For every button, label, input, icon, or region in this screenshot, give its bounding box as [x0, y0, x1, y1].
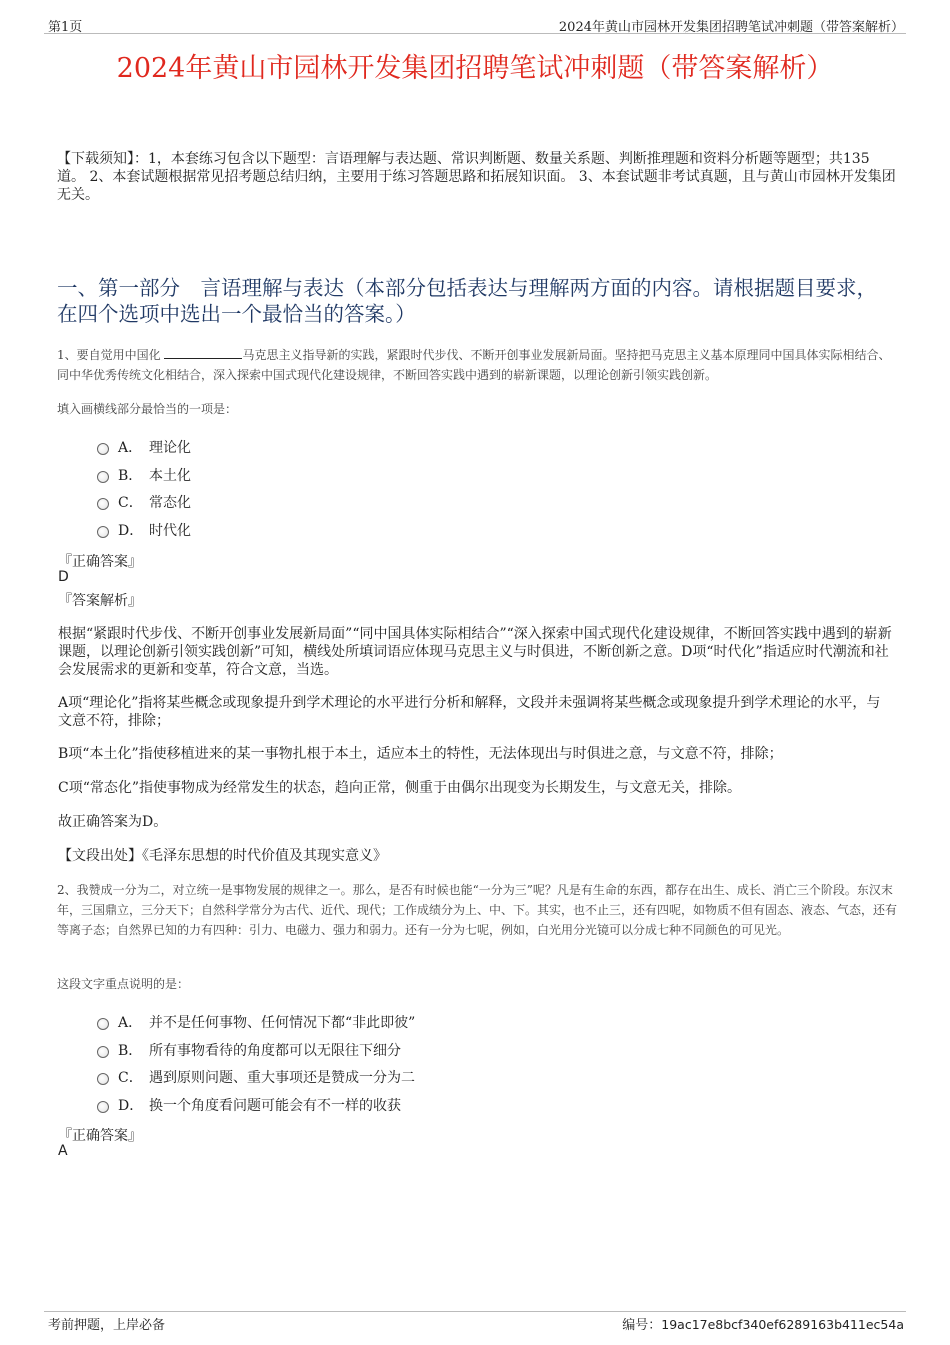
- question-2-option-d[interactable]: D． 换一个角度看问题可能会有不一样的收获: [97, 1095, 401, 1115]
- analysis-paragraph: A项“理论化”指将某些概念或现象提升到学术理论的水平进行分析和解释，文段并未强调将某些概念或现象提升到学术理论的水平，与文意不符，排除；: [58, 695, 881, 729]
- footer-code-value: 19ac17e8bcf340ef6289163b411ec54a: [661, 1317, 904, 1332]
- question-1-option-b[interactable]: B． 本土化: [97, 465, 191, 485]
- question-1-option-c[interactable]: C． 常态化: [97, 492, 191, 512]
- radio-icon[interactable]: [97, 498, 109, 510]
- radio-icon[interactable]: [97, 471, 109, 483]
- question-2-stem: 2、我赞成一分为二，对立统一是事物发展的规律之一。那么，是否有时候也能“一分为三”呢？凡是有生命的东西，都存在出生、成长、消亡三个阶段。东汉末年，三国鼎立，三分天下；自然科学常分为古代、近代、现代；工作成绩分为上、中、下。其实，也不止三，还有四呢，如物质不但有固态、液态、气态，还有等离子态；自然界已知的力有四种：引力、电磁力、强力和弱力。还有一分为七呢，例如，白光用分光镜可以分成七种不同颜色的可见光。: [57, 883, 898, 937]
- analysis-label: 『答案解析』: [58, 593, 142, 609]
- radio-icon[interactable]: [97, 1101, 109, 1113]
- answer-label: 『正确答案』: [58, 554, 142, 570]
- header-doc-title: 2024年黄山市园林开发集团招聘笔试冲刺题（带答案解析）: [558, 20, 904, 35]
- footer-code: [622, 1314, 904, 1333]
- question-1-option-a[interactable]: A． 理论化: [97, 437, 191, 457]
- section-heading: 一、第一部分 言语理解与表达（本部分包括表达与理解两方面的内容。请根据题目要求，在四个选项中选出一个最恰当的答案。）: [57, 276, 877, 326]
- question-1-option-d[interactable]: D． 时代化: [97, 520, 191, 540]
- page-title: 2024年黄山市园林开发集团招聘笔试冲刺题（带答案解析）: [116, 53, 834, 84]
- answer-value: D: [58, 569, 69, 585]
- fill-blank: [164, 346, 242, 359]
- radio-icon[interactable]: [97, 526, 109, 538]
- question-2-option-c[interactable]: C． 遇到原则问题、重大事项还是赞成一分为二: [97, 1067, 415, 1087]
- question-1-stem-after: 马克思主义指导新的实践，紧跟时代步伐、不断开创事业发展新局面。坚持把马克思主义基本原理同中国具体实际相结合、同中华优秀传统文化相结合，深入探索中国式现代化建设规律，不断回答实践中遇到的崭新课题，以理论创新引领实践创新。: [57, 348, 891, 382]
- analysis-paragraph: C项“常态化”指使事物成为经常发生的状态，趋向正常，侧重于由偶尔出现变为长期发生，与文意无关，排除。: [58, 780, 742, 796]
- download-notice: 【下载须知】：1，本套练习包含以下题型：言语理解与表达题、常识判断题、数量关系题、判断推理题和资料分析题等题型；共135道。 2、本套试题根据常见招考题总结归纳，主要用于练习答题思路和拓展知识面。 3、本套试题非考试真题，且与黄山市园林开发集团无关。: [57, 151, 896, 203]
- question-1-stem-before: 1、要自觉用中国化: [57, 348, 165, 362]
- header-divider: [44, 33, 906, 34]
- question-2-option-a[interactable]: A． 并不是任何事物、任何情况下都“非此即彼”: [97, 1012, 415, 1032]
- footer-divider: [44, 1311, 906, 1312]
- radio-icon[interactable]: [97, 1018, 109, 1030]
- analysis-paragraph: B项“本土化”指使移植进来的某一事物扎根于本土，适应本土的特性，无法体现出与时俱进之意，与文意不符，排除；: [58, 746, 783, 762]
- answer-value: A: [58, 1143, 68, 1159]
- question-1-stem: [57, 345, 899, 385]
- analysis-paragraph: 根据“紧跟时代步伐、不断开创事业发展新局面”“同中国具体实际相结合”“深入探索中国式现代化建设规律，不断回答实践中遇到的崭新课题，以理论创新引领实践创新”可知，横线处所填词语应体现马克思主义与时俱进，不断创新之意。D项“时代化”指适应时代潮流和社会发展需求的更新和变革，符合文意，当选。: [58, 626, 892, 678]
- source-citation: 【文段出处】《毛泽东思想的时代价值及其现实意义》: [58, 848, 387, 864]
- radio-icon[interactable]: [97, 1046, 109, 1058]
- question-1-prompt: 填入画横线部分最恰当的一项是：: [57, 402, 238, 416]
- question-2-prompt: 这段文字重点说明的是：: [57, 977, 190, 991]
- radio-icon[interactable]: [97, 1073, 109, 1085]
- footer-slogan: 考前押题，上岸必备: [48, 1318, 166, 1333]
- answer-label: 『正确答案』: [58, 1128, 142, 1144]
- page-number: 第1页: [48, 20, 83, 35]
- radio-icon[interactable]: [97, 443, 109, 455]
- question-2-option-b[interactable]: B． 所有事物看待的角度都可以无限往下细分: [97, 1040, 401, 1060]
- footer-code-label: 编号：: [622, 1318, 662, 1333]
- analysis-conclusion: 故正确答案为D。: [58, 814, 168, 830]
